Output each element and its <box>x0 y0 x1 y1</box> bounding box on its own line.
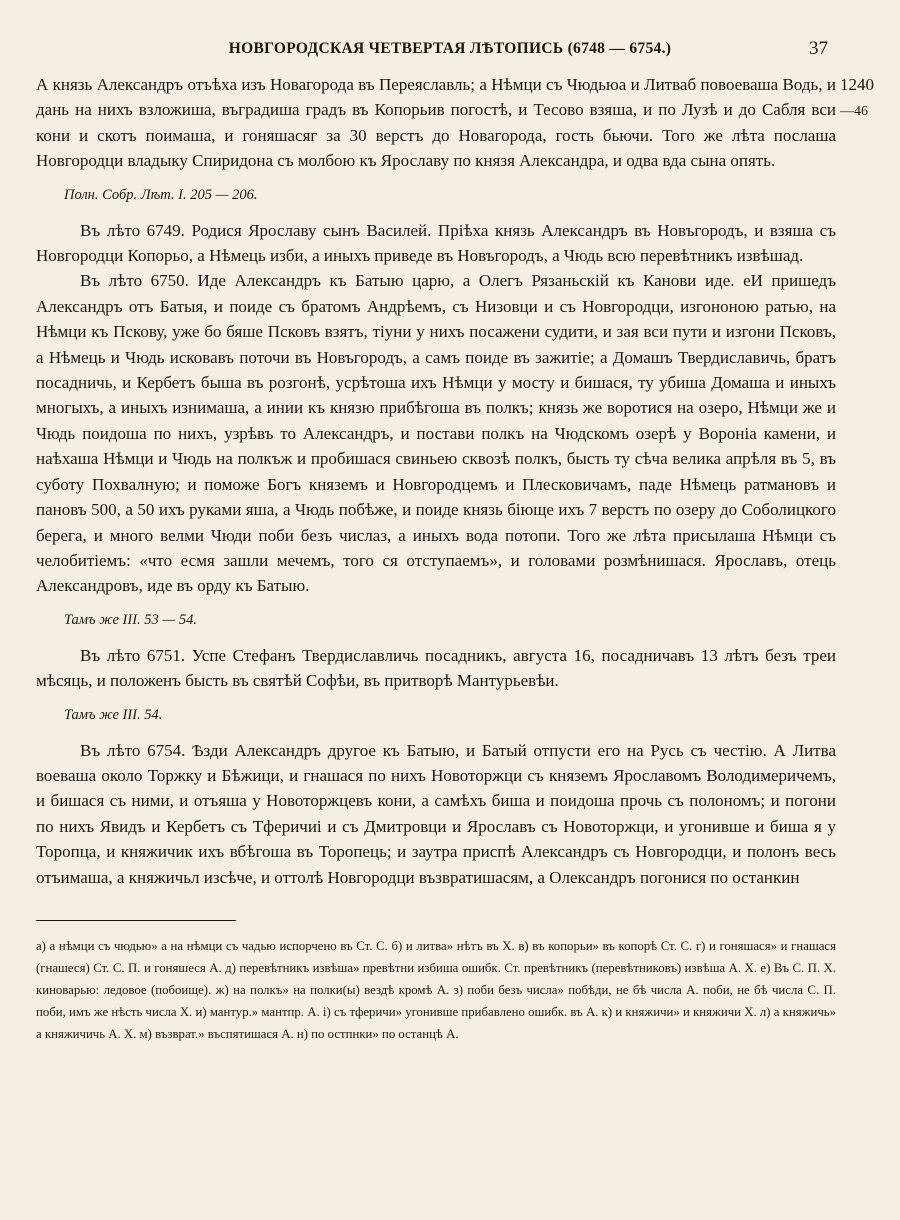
margin-year-main: 1240 <box>840 75 874 94</box>
header-title: НОВГОРОДСКАЯ ЧЕТВЕРТАЯ ЛѢТОПИСЬ (6748 — 6754.) <box>228 40 672 57</box>
paragraph-6749: Въ лѣто 6749. Родися Ярославу сынъ Василей. Пріѣха князь Александръ въ Новъгородъ, и взяша съ Новгородци Копорьо, а Нѣмець изби, а иныхъ приведе въ Новъгородъ, а Чюдь всю перевѣтникъ извѣшад. <box>36 220 836 266</box>
page-number: 37 <box>809 38 828 59</box>
margin-year-note <box>840 72 874 125</box>
footnote-divider <box>36 920 236 921</box>
source-citation: Тамъ же III. 53 — 54. <box>64 611 198 628</box>
paragraph-6751: Въ лѣто 6751. Успе Стефанъ Твердиславличь посадникъ, августа 16, посадничавъ 13 лѣтъ безъ треи мѣсяць, и положенъ бысть въ святѣй Софѣи, въ притворѣ Мантурьевѣи. <box>36 645 836 691</box>
margin-year-range: —46 <box>840 104 868 120</box>
paragraph-1240: А князь Александръ отъѣха изъ Новагорода въ Переяславль; а Нѣмци съ Чюдьюа и Литваб повоеваша Водь, и дань на нихъ взложиша, въградиша градъ въ Копорьив погостѣ, и Тесово взяша, и по Лузѣ и до Сабля вси кони и скотъ поимаша, и гоняшасяг за 30 верстъ до Новагорода, гость бьючи. Того же лѣта послаша Новгородци владыку Спиридона съ молбою къ Ярославу по князя Александра, и одва вда сына опять. <box>36 75 836 171</box>
document-body <box>36 72 836 1045</box>
paragraph-6754: Въ лѣто 6754. Ѣзди Александръ другое къ Батыю, и Батый отпусти его на Русь съ честію. А Литва воеваша около Торжку и Бѣжици, и гнашася по нихъ Новоторжци съ княземъ Ярославомъ Володимеричемъ, и бишася съ ними, и отъяша у Новоторжцевъ кони, а самѣхъ биша и поидоша прочь съ полономъ; и погони по нихъ Явидъ и Кербетъ съ Тферичиі и съ Дмитровци и Ярославъ съ Новоторжци, и угонивше и биша я у Торопца, и княжичик ихъ вбѣгоша въ Торопець; и заутра приспѣ Александръ съ Новгородци, и полонъ весь отъимаша, а княжичьл изсѣче, и оттолѣ Новгородци възвратишасям, а Олександръ погонися по останкин <box>36 740 836 887</box>
footnotes: а) а нѣмци съ чюдью» а на нѣмци съ чадью испорчено въ Ст. С. б) и литва» нѣтъ въ Х. в) въ копорьи» въ копорѣ Ст. С. г) и гоняшася» и гнашася (гнашеся) Ст. С. П. и гоняшеся А. д) перевѣтникъ извѣша» превѣтни избиша ошибк. Ст. превѣтникъ (перевѣтниковъ) извѣша А. Х. е) Въ С. П. Х. киноварью: ледовое (побоище). ж) на полкъ» на полки(ы) вездѣ кромѣ А. з) поби безъ числа» побѣди, не бѣ числа А. поби, не бѣ числа С. П. поби, имъ же нѣсть числа Х. и) мантур.» мантпр. А. і) съ тферичи» угонивше прибавлено ошибк. въ А. к) и княжичи» и княжичи Х. л) а княжичь» а княжичичь А. Х. м) възврат.» въспятишася А. н) по остпнки» по останцѣ А. <box>36 938 836 1041</box>
source-citation: Тамъ же III. 54. <box>64 706 163 723</box>
source-citation: Полн. Собр. Лѣт. I. 205 — 206. <box>64 186 258 203</box>
running-header <box>0 38 900 66</box>
paragraph-6750: Въ лѣто 6750. Иде Александръ къ Батыю царю, а Олегъ Рязаньскій къ Канови иде. еИ пришедъ Александръ отъ Батыя, и поиде съ братомъ Андрѣемъ, съ Низовци и съ Новгородци, изгононою ратью, на Нѣмци къ Пскову, уже бо бяше Псковъ взятъ, тіуни у нихъ посажени судити, и зая вси пути и изгони Псковъ, а Нѣмець и Чюдь исковавъ поточи въ Новъгородъ, а самъ поиде въ зажитіе; а Домашъ Твердиславичь, братъ посадничь, и Кербетъ быша въ розгонѣ, усрѣтоша ихъ Нѣмци у мосту и бишася, ту убиша Домаша и иныхъ многыхъ, а иныхъ изнимаша, а инии къ князю прибѣгоша въ полкъ; князь же воротися на озеро, Нѣмци же и Чюдь поидоша по нихъ, узрѣвъ то Александръ, и постави полкъ на Чюдскомъ озерѣ у Вороніа камени, и наѣхаша Нѣмци и Чюдь на полкъж и пробишася свиньею сквозѣ полкъ, бысть ту сѣча велика апрѣля въ 5, въ суботу Похвалную; и поможе Богъ княземъ и Новгородцемъ и Плесковичамъ, паде Нѣмець ратмановъ и пановъ 500, а 50 ихъ руками яша, а Чюдь побѣже, и поиде князь біюще ихъ 7 верстъ по озеру до Соболицкого берега, и много велми Чюди поби безъ числаз, а иныхъ вода потопи. Того же лѣта присылаша Нѣмци съ челобитіемъ: «что есмя зашли мечемъ, того ся отступаемъ», и головами розмѣнишася. Ярославъ, отець Александровъ, иде въ орду къ Батыю. <box>36 271 836 596</box>
